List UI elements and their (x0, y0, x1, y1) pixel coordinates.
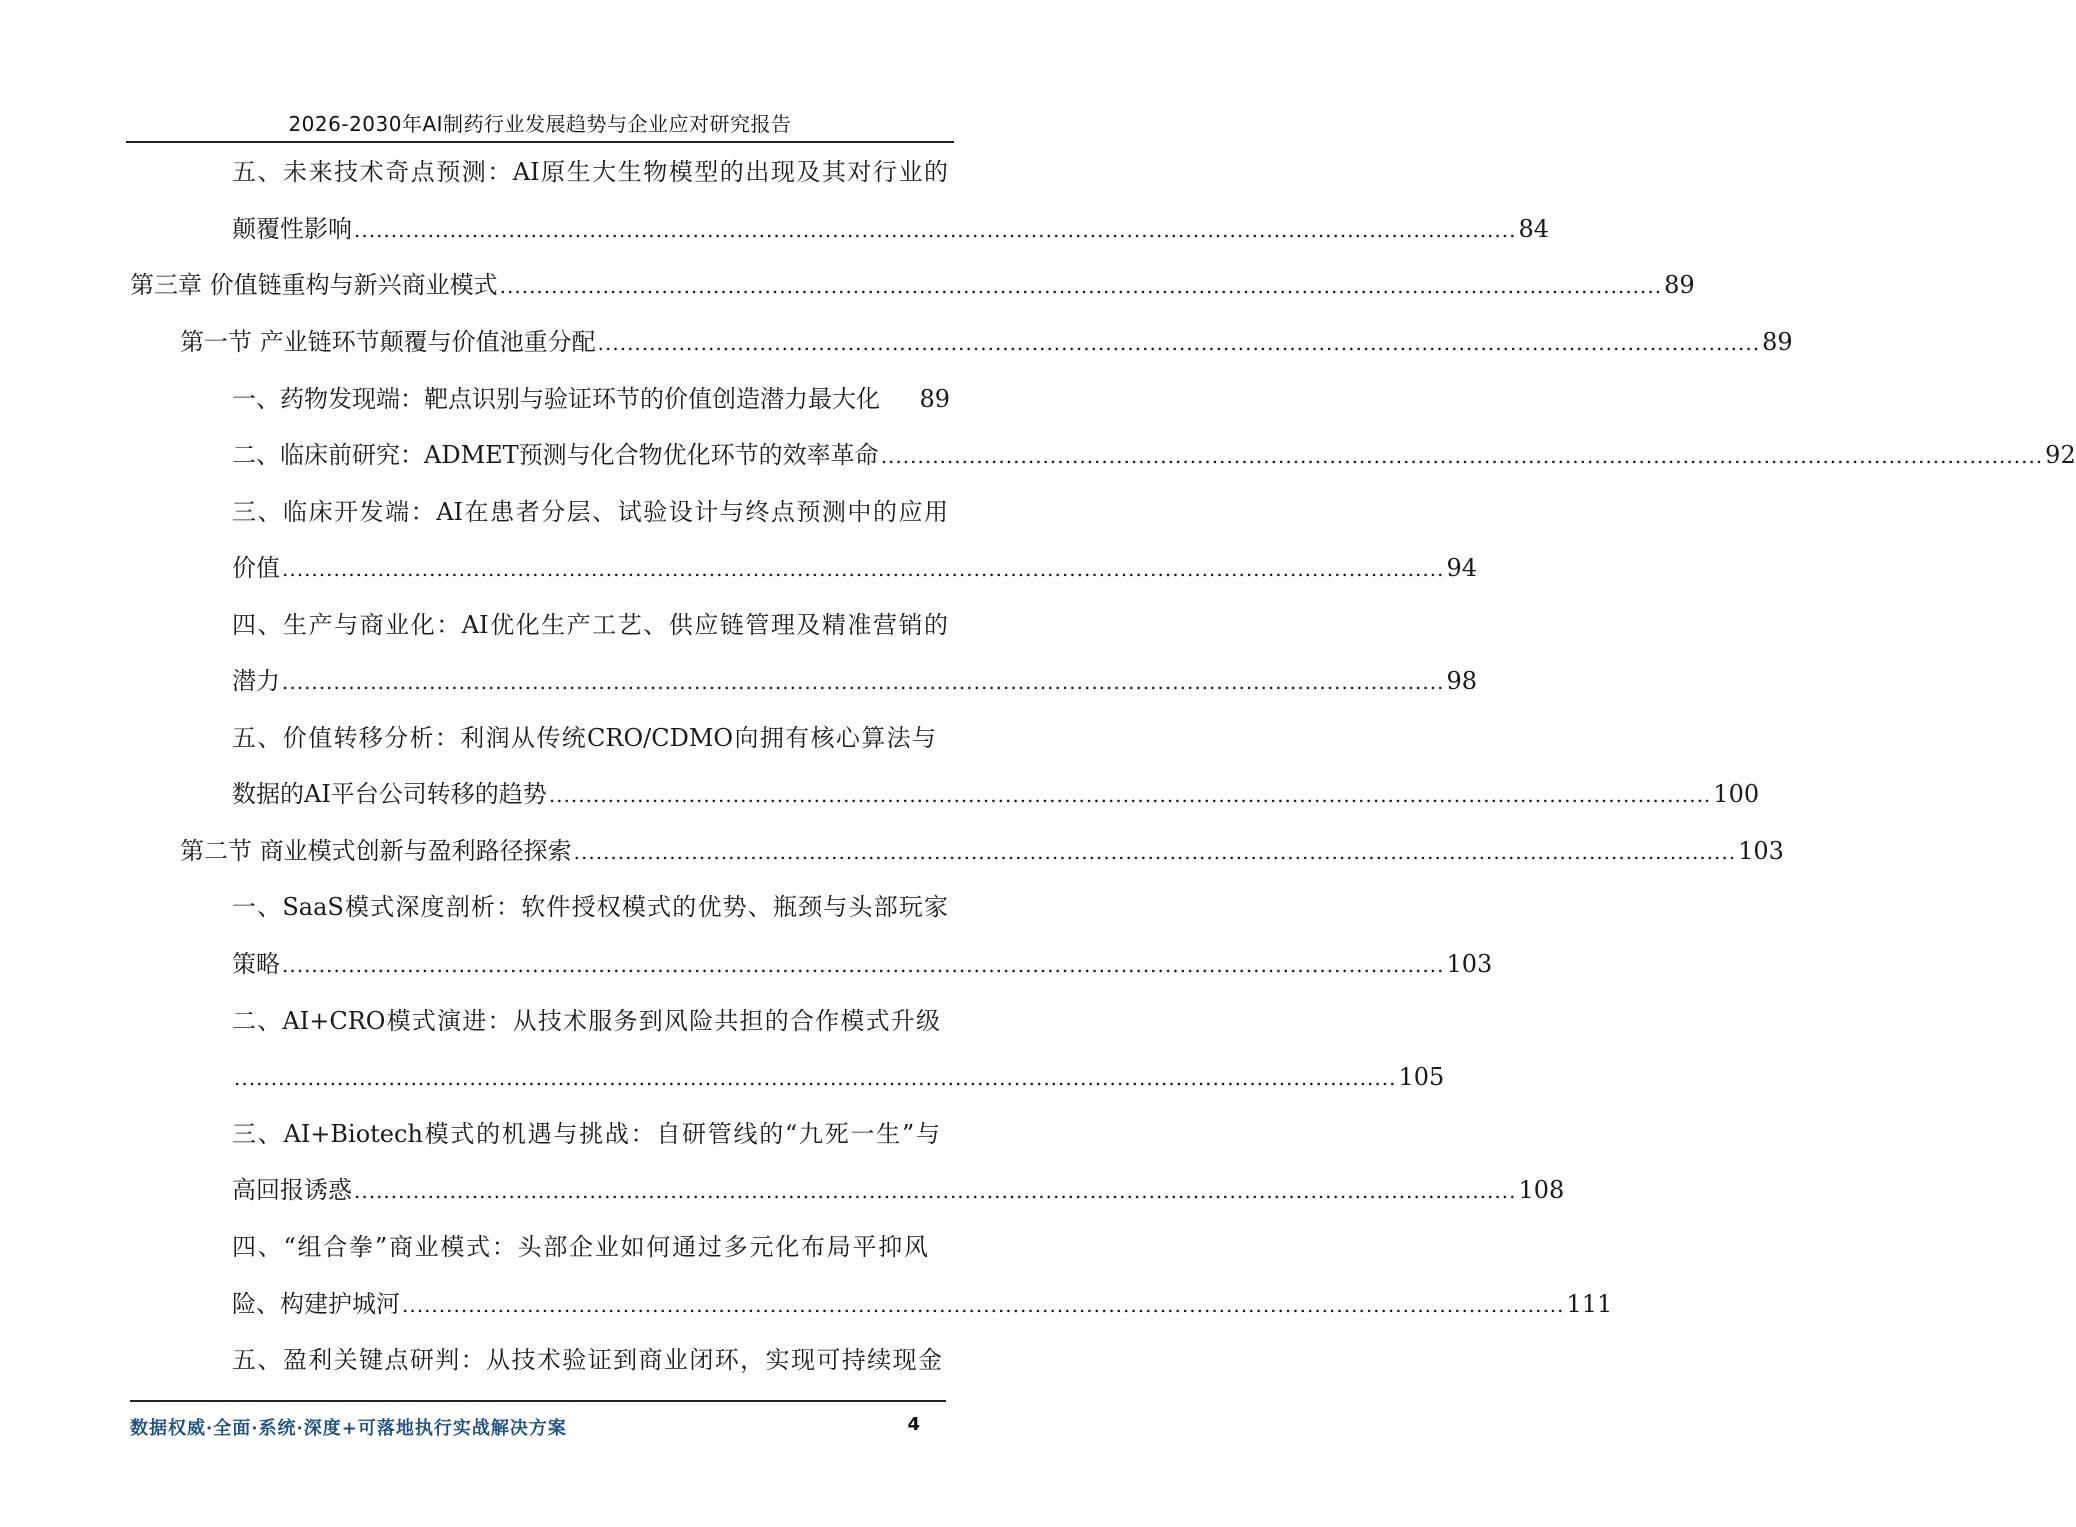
toc-entry[interactable] (232, 155, 948, 189)
toc-entry-text: 五、盈利关键点研判：从技术验证到商业闭环，实现可持续现金 (232, 1346, 942, 1374)
toc-entry-page: 94 (1446, 554, 1478, 582)
toc-entry-text: 二、AI+CRO模式演进：从技术服务到风险共担的合作模式升级 (232, 1007, 940, 1035)
toc-leader-dots: .............................................................................................................................................................. (282, 557, 1445, 581)
toc-entry-section[interactable] (180, 834, 1784, 868)
toc-entry-text: 一、SaaS模式深度剖析：软件授权模式的优势、瓶颈与头部玩家 (232, 893, 948, 921)
toc-entry[interactable] (232, 721, 936, 755)
toc-entry[interactable] (232, 1117, 940, 1151)
toc-entry[interactable] (232, 1287, 1613, 1321)
toc-entry-text: 第二节 商业模式创新与盈利路径探索 (180, 837, 572, 865)
toc-leader-dots: .............................................................................................................................................................. (354, 1179, 1517, 1203)
toc-entry[interactable] (232, 947, 1493, 981)
toc-entry-text: 四、生产与商业化：AI优化生产工艺、供应链管理及精准营销的 (232, 611, 948, 639)
toc-entry-text: 高回报诱惑 (232, 1176, 352, 1204)
toc-entry[interactable] (232, 1060, 1445, 1094)
toc-leader-dots: .............................................................................................................................................................. (402, 1293, 1565, 1317)
toc-entry-page: 105 (1398, 1063, 1445, 1091)
header-rule (126, 141, 954, 143)
toc-entry[interactable] (232, 1173, 1565, 1207)
toc-entry-text: 四、“组合拳”商业模式：头部企业如何通过多元化布局平抑风 (232, 1233, 928, 1261)
toc-entry-page: 84 (1518, 215, 1550, 243)
toc-leader-dots: .............................................................................................................................................................. (282, 953, 1445, 977)
toc-leader-dots: .............................................................................................................................................................. (282, 670, 1445, 694)
page-header-title: 2026-2030年AI制药行业发展趋势与企业应对研究报告 (288, 112, 792, 136)
toc-entry[interactable] (232, 495, 948, 529)
toc-entry-page: 100 (1713, 780, 1760, 808)
toc-entry[interactable] (232, 664, 1478, 698)
toc-entry[interactable] (232, 438, 2076, 472)
toc-entry-text: 一、药物发现端：靶点识别与验证环节的价值创造潜力最大化 (232, 385, 880, 413)
toc-entry-page: 89 (1762, 328, 1793, 356)
footer-page-number: 4 (907, 1414, 920, 1435)
toc-entry-text: 第一节 产业链环节颠覆与价值池重分配 (180, 328, 596, 356)
toc-entry-page: 103 (1446, 950, 1493, 978)
toc-entry-page: 89 (919, 385, 950, 413)
toc-entry-text: 五、未来技术奇点预测：AI原生大生物模型的出现及其对行业的 (232, 158, 948, 186)
toc-entry-page: 108 (1518, 1176, 1565, 1204)
toc-entry-text: 策略 (232, 950, 280, 978)
toc-leader-dots: .............................................................................................................................................................. (234, 1066, 1397, 1090)
toc-entry[interactable] (232, 608, 948, 642)
footer-rule (130, 1400, 946, 1402)
toc-entry-text: 潜力 (232, 667, 280, 695)
toc-leader-dots: .............................................................................................................................................................. (548, 783, 1712, 807)
toc-entry-text: 数据的AI平台公司转移的趋势 (232, 780, 547, 808)
toc-entry[interactable] (232, 551, 1478, 585)
toc-entry-text: 价值 (232, 554, 280, 582)
toc-entry-chapter[interactable] (130, 268, 1695, 302)
toc-leader-dots: .............................................................................................................................................................. (573, 840, 1737, 864)
toc-entry-text: 险、构建护城河 (232, 1290, 400, 1318)
toc-leader-dots: .............................................................................................................................................................. (499, 274, 1663, 298)
toc-entry[interactable] (232, 1004, 940, 1038)
toc-entry[interactable] (232, 212, 1550, 246)
toc-entry-text: 三、临床开发端：AI在患者分层、试验设计与终点预测中的应用 (232, 498, 948, 526)
toc-entry[interactable] (232, 382, 950, 416)
footer-slogan: 数据权威·全面·系统·深度+可落地执行实战解决方案 (130, 1418, 567, 1439)
toc-entry[interactable] (232, 777, 1760, 811)
toc-entry-page: 92 (2045, 441, 2076, 469)
toc-leader-dots: .............................................................................................................................................................. (880, 444, 2044, 468)
toc-entry[interactable] (232, 1343, 942, 1377)
toc-entry-page: 98 (1446, 667, 1478, 695)
toc-leader-dots: .............................................................................................................................................................. (354, 218, 1517, 242)
toc-entry[interactable] (232, 890, 948, 924)
toc-entry-section[interactable] (180, 325, 1793, 359)
toc-entry-text: 颠覆性影响 (232, 215, 352, 243)
toc-entry[interactable] (232, 1230, 928, 1264)
toc-entry-text: 第三章 价值链重构与新兴商业模式 (130, 271, 498, 299)
toc-entry-text: 二、临床前研究：ADMET预测与化合物优化环节的效率革命 (232, 441, 879, 469)
toc-leader-dots: .............................................................................................................................................................. (597, 331, 1761, 355)
toc-entry-text: 三、AI+Biotech模式的机遇与挑战：自研管线的“九死一生”与 (232, 1120, 940, 1148)
toc-entry-page: 111 (1566, 1290, 1613, 1318)
toc-entry-page: 89 (1664, 271, 1695, 299)
toc-entry-text: 五、价值转移分析：利润从传统CRO/CDMO向拥有核心算法与 (232, 724, 936, 752)
toc-entry-page: 103 (1738, 837, 1784, 865)
